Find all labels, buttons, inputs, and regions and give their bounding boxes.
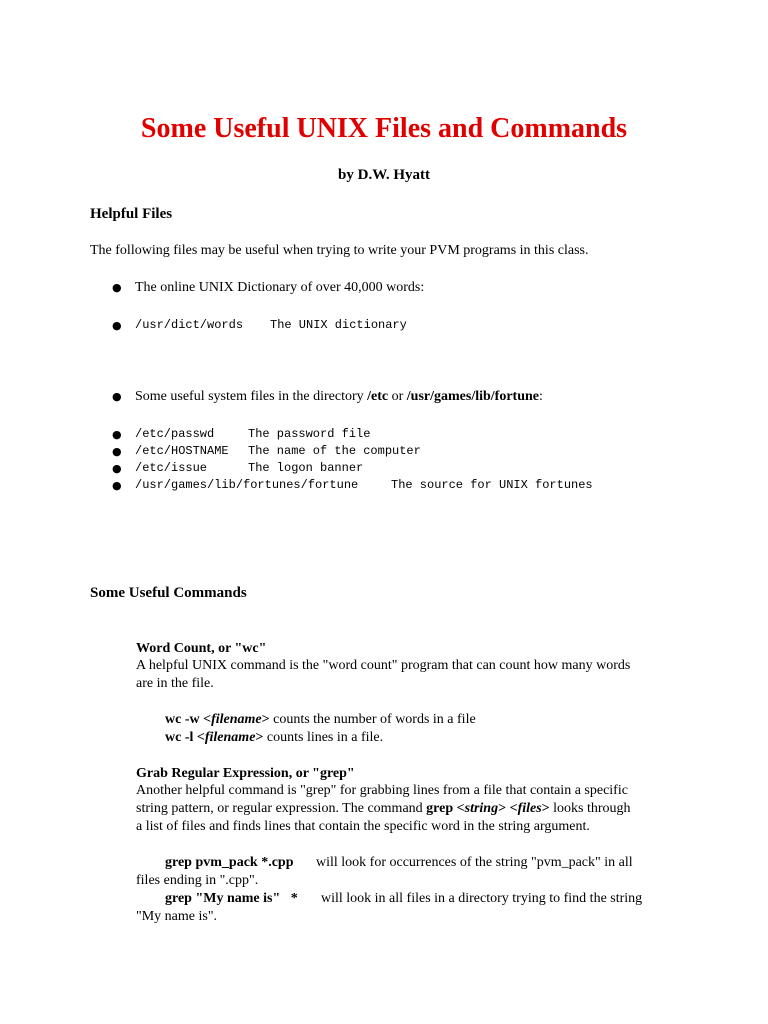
file-description: The UNIX dictionary [270, 318, 407, 332]
bullet-icon: ● [112, 428, 122, 441]
file-path: /etc/passwd [135, 427, 215, 441]
grep-description-line-3: a list of files and finds lines that contain the specific word in the string argument. [136, 819, 590, 834]
file-description: The password file [248, 427, 371, 441]
grep-example-1-command: grep pvm_pack *.cpp [165, 855, 294, 870]
author-byline: by D.W. Hyatt [338, 167, 430, 183]
bullet-icon: ● [112, 319, 122, 332]
fortune-directory: /usr/games/lib/fortune [406, 389, 540, 404]
file-description: The name of the computer [248, 444, 421, 458]
etc-directory: /etc [367, 389, 389, 404]
bullet-icon: ● [112, 390, 122, 403]
file-path: /usr/dict/words [135, 318, 244, 332]
system-files-bullet-text: Some useful system files in the directory /etc or /usr/games/lib/fortune: [135, 389, 543, 404]
wc-description-line-1: A helpful UNIX command is the "word count" program that can count how many words [136, 658, 631, 673]
file-path: /usr/games/lib/fortunes/fortune [135, 478, 359, 492]
helpful-files-intro: The following files may be useful when trying to write your PVM programs in this class. [90, 243, 589, 258]
grep-example-2-command: grep "My name is" * [165, 891, 298, 906]
wc-example-lines: wc -l <filename> counts lines in a file. [165, 730, 384, 745]
document-title: Some Useful UNIX Files and Commands [140, 113, 628, 144]
grep-example-1: grep pvm_pack *.cpp will look for occurrences of the string "pvm_pack" in all [165, 855, 633, 870]
grep-example-2: grep "My name is" * will look in all files in a directory trying to find the string [165, 891, 643, 906]
helpful-files-heading: Helpful Files [90, 206, 173, 222]
dictionary-bullet-text: The online UNIX Dictionary of over 40,000 words: [135, 280, 425, 295]
bullet-icon: ● [112, 281, 122, 294]
grep-example-2-continued: "My name is". [136, 909, 218, 924]
wc-example-words: wc -w <filename> counts the number of words in a file [165, 712, 476, 727]
bullet-icon: ● [112, 462, 122, 475]
wc-description-line-2: are in the file. [136, 676, 214, 691]
grep-heading: Grab Regular Expression, or "grep" [136, 766, 355, 781]
grep-description-line-2: string pattern, or regular expression. The command grep <string> <files> looks through [136, 801, 631, 816]
file-description: The source for UNIX fortunes [391, 478, 593, 492]
bullet-icon: ● [112, 479, 122, 492]
useful-commands-heading: Some Useful Commands [90, 585, 247, 601]
bullet-icon: ● [112, 445, 122, 458]
wc-heading: Word Count, or "wc" [136, 641, 267, 656]
grep-example-1-continued: files ending in ".cpp". [136, 873, 259, 888]
grep-description-line-1: Another helpful command is "grep" for grabbing lines from a file that contain a specific [136, 783, 628, 798]
file-description: The logon banner [248, 461, 364, 475]
file-path: /etc/issue [135, 461, 208, 475]
file-path: /etc/HOSTNAME [135, 444, 229, 458]
